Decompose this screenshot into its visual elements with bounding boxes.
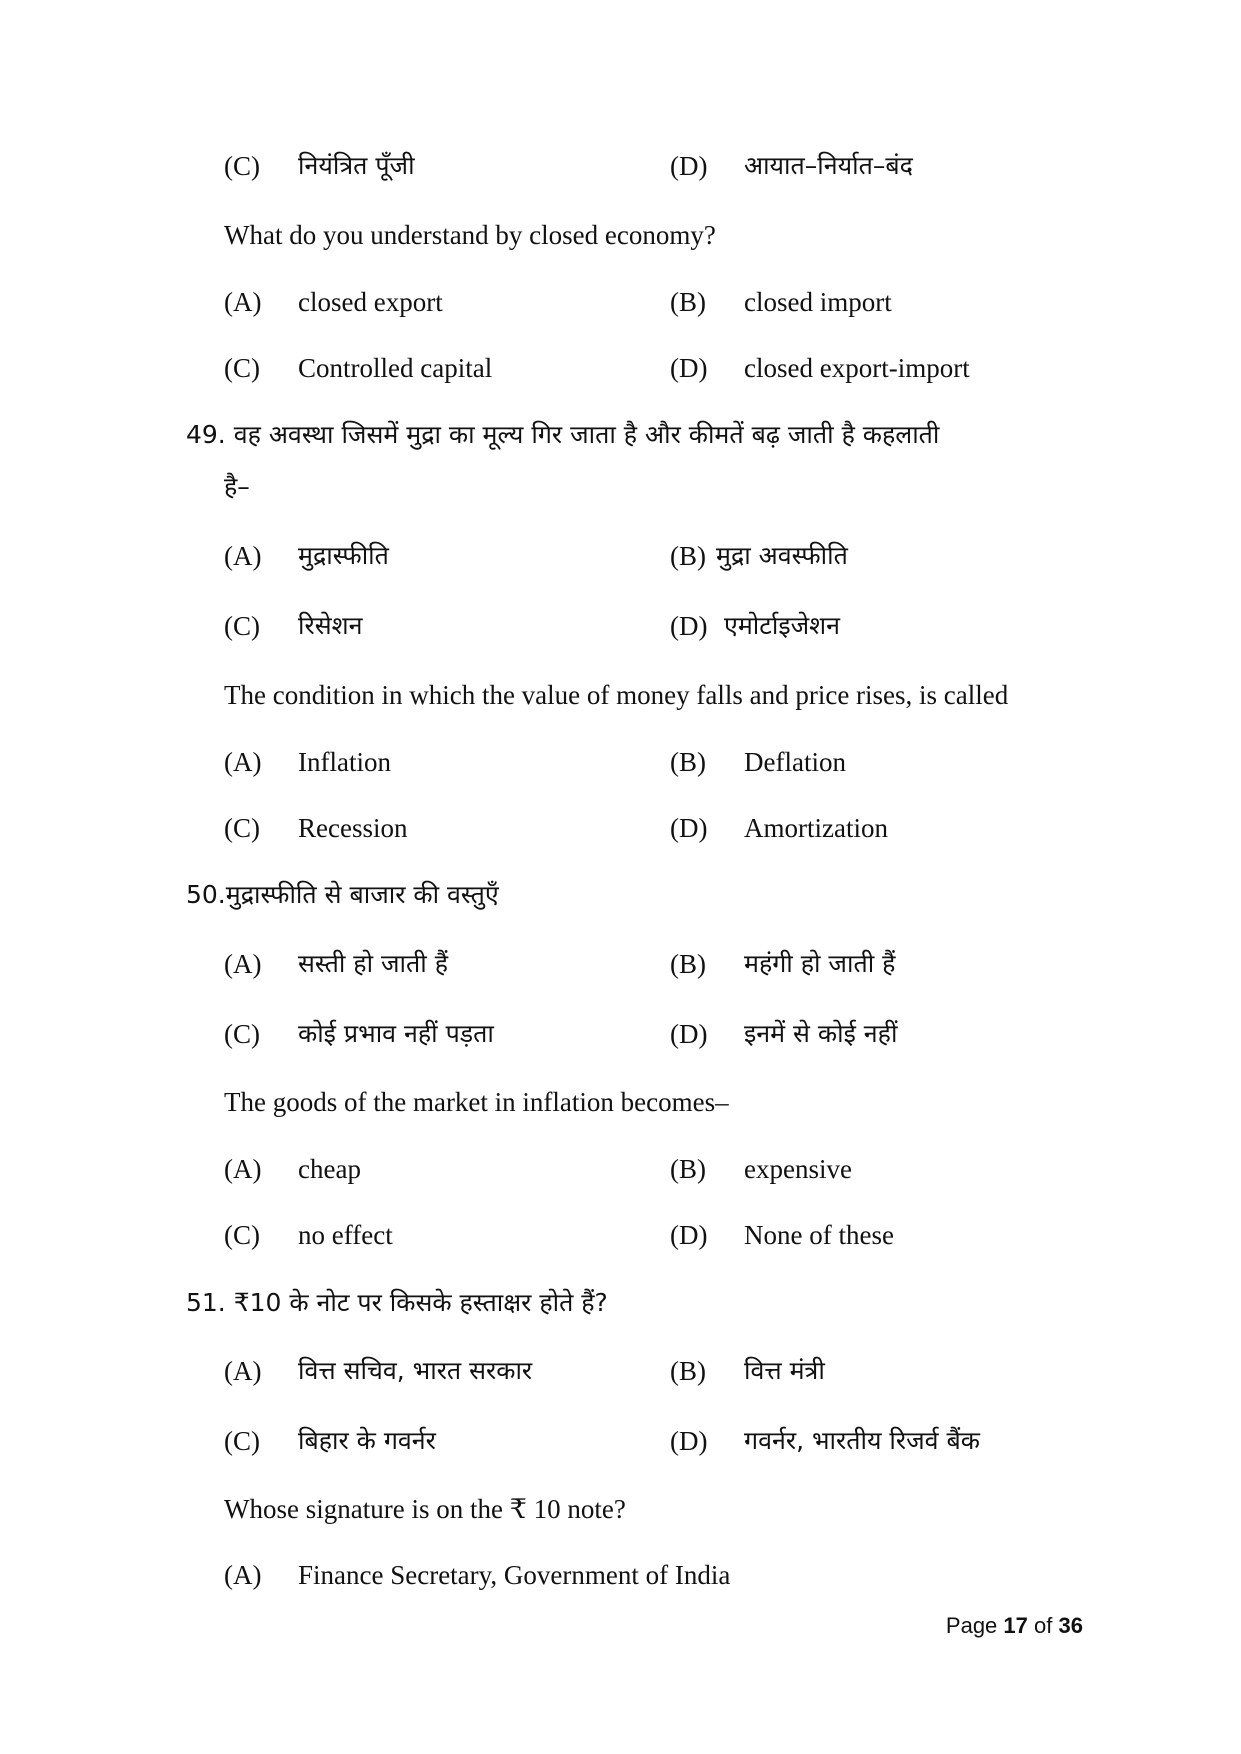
option-label: (A) bbox=[224, 541, 262, 571]
option-text: cheap bbox=[298, 1154, 361, 1184]
option-text: सस्ती हो जाती हैं bbox=[298, 949, 448, 978]
option-text: closed export-import bbox=[744, 353, 970, 383]
option-text: रिसेशन bbox=[298, 611, 363, 640]
option-label: (A) bbox=[224, 287, 262, 317]
option-label: (C) bbox=[224, 611, 260, 641]
option-text: एमोर्टाइजेशन bbox=[724, 611, 841, 640]
option-label: (D) bbox=[670, 1220, 708, 1250]
option-text: no effect bbox=[298, 1220, 393, 1250]
option-label: (D) bbox=[670, 1019, 708, 1049]
question-stem: The condition in which the value of money falls and price rises, is called bbox=[224, 680, 1009, 710]
question-stem: The goods of the market in inflation becomes– bbox=[224, 1087, 729, 1117]
option-text: इनमें से कोई नहीं bbox=[744, 1019, 898, 1048]
option-label: (A) bbox=[224, 1356, 262, 1386]
option-text: वित्त मंत्री bbox=[744, 1356, 825, 1385]
option-label: (B) bbox=[670, 1356, 706, 1386]
option-text: Controlled capital bbox=[298, 353, 493, 383]
option-label: (C) bbox=[224, 151, 260, 181]
page-number-current: 17 bbox=[1003, 1613, 1028, 1638]
option-text: आयात–निर्यात–बंद bbox=[744, 151, 913, 180]
option-text: मुद्रास्फीति bbox=[298, 541, 389, 570]
option-text: बिहार के गवर्नर bbox=[298, 1426, 436, 1455]
option-label: (D) bbox=[670, 611, 708, 641]
option-label: (B) bbox=[670, 949, 706, 979]
question-stem: What do you understand by closed economy? bbox=[224, 220, 716, 250]
question-stem: Whose signature is on the ₹ 10 note? bbox=[224, 1494, 626, 1524]
option-label: (A) bbox=[224, 747, 262, 777]
option-label: (B) bbox=[670, 287, 706, 317]
option-text: गवर्नर, भारतीय रिजर्व बैंक bbox=[744, 1426, 980, 1455]
option-text: Recession bbox=[298, 813, 408, 843]
option-text: Inflation bbox=[298, 747, 391, 777]
option-label: (D) bbox=[670, 151, 708, 181]
option-label: (B) bbox=[670, 541, 706, 571]
option-label: (D) bbox=[670, 353, 708, 383]
option-text: महंगी हो जाती हैं bbox=[744, 949, 896, 978]
option-label: (C) bbox=[224, 1426, 260, 1456]
option-label: (C) bbox=[224, 1019, 260, 1049]
question-stem-continuation: है– bbox=[224, 472, 250, 501]
page-number-of: of bbox=[1034, 1613, 1053, 1638]
option-text: मुद्रा अवस्फीति bbox=[716, 541, 848, 570]
option-label: (A) bbox=[224, 1560, 262, 1590]
option-text: वित्त सचिव, भारत सरकार bbox=[298, 1356, 533, 1385]
question-stem bbox=[186, 1285, 608, 1320]
question-stem: 50.मुद्रास्फीति से बाजार की वस्तुएँ bbox=[186, 880, 499, 909]
question-stem-text: 49. वह अवस्था जिसमें मुद्रा का मूल्य गिर जाता है और कीमतें बढ़ जाती है कहलाती bbox=[186, 420, 940, 449]
option-text: Deflation bbox=[744, 747, 846, 777]
option-label: (A) bbox=[224, 1154, 262, 1184]
option-text: कोई प्रभाव नहीं पड़ता bbox=[298, 1019, 494, 1048]
option-text: None of these bbox=[744, 1220, 894, 1250]
question-stem bbox=[186, 417, 939, 452]
page-number bbox=[946, 1612, 1083, 1640]
option-label: (C) bbox=[224, 353, 260, 383]
option-label: (B) bbox=[670, 747, 706, 777]
option-label: (D) bbox=[670, 813, 708, 843]
option-text: expensive bbox=[744, 1154, 852, 1184]
page-number-total: 36 bbox=[1058, 1613, 1083, 1638]
option-text: नियंत्रित पूँजी bbox=[298, 151, 415, 180]
option-text: closed export bbox=[298, 287, 443, 317]
page-number-prefix: Page bbox=[945, 1613, 998, 1638]
option-label: (C) bbox=[224, 813, 260, 843]
option-label: (B) bbox=[670, 1154, 706, 1184]
option-text: closed import bbox=[744, 287, 892, 317]
option-label: (A) bbox=[224, 949, 262, 979]
option-text: Amortization bbox=[744, 813, 888, 843]
option-label: (D) bbox=[670, 1426, 708, 1456]
option-label: (C) bbox=[224, 1220, 260, 1250]
question-stem-text: 51. ₹10 के नोट पर किसके हस्ताक्षर होते हैं? bbox=[186, 1288, 608, 1317]
option-text: Finance Secretary, Government of India bbox=[298, 1560, 731, 1590]
